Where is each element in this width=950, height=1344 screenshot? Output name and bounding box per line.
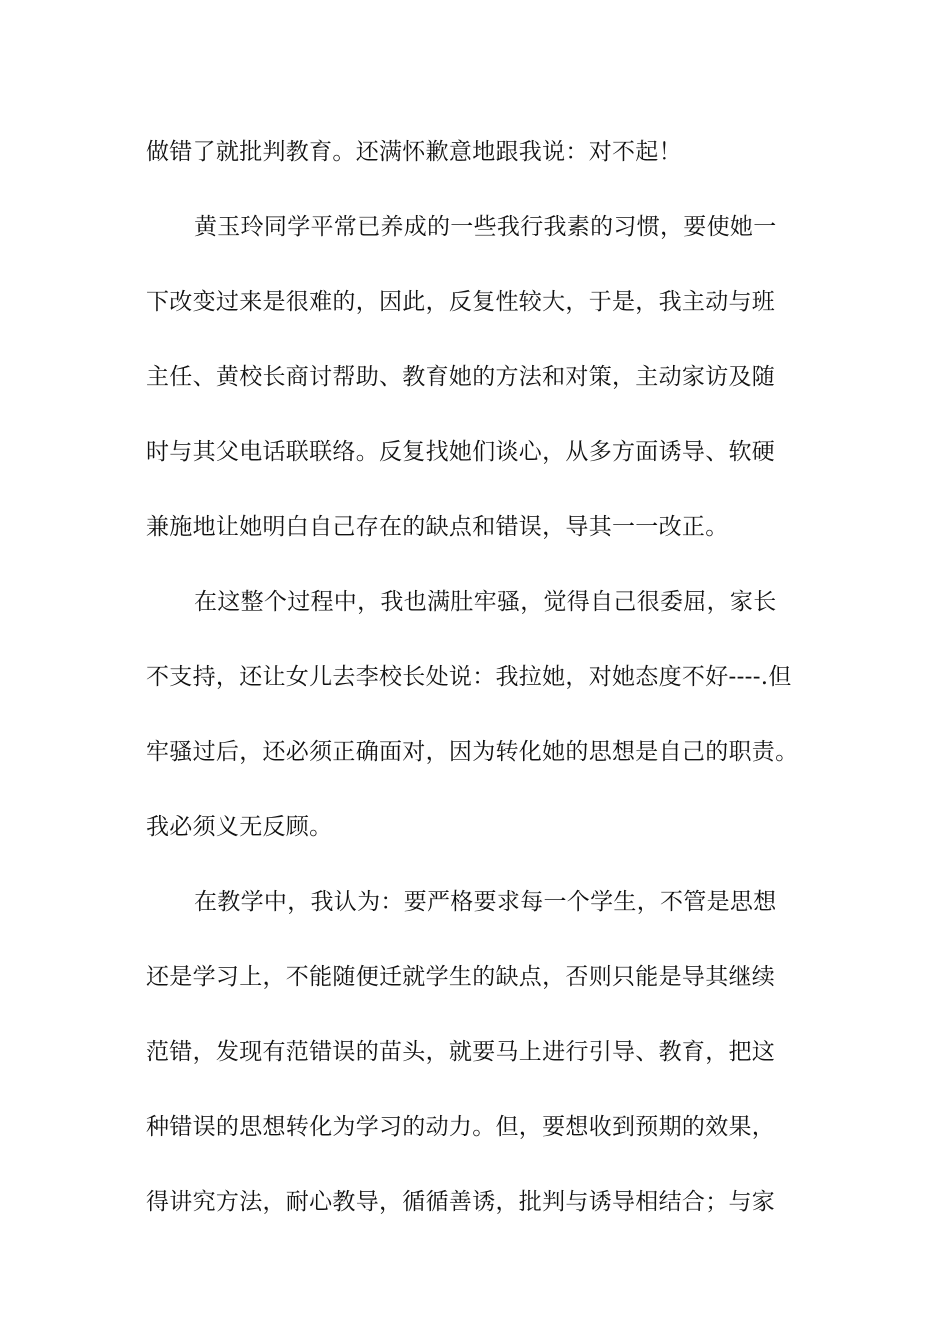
text-line: 主任、黄校长商讨帮助、教育她的方法和对策，主动家访及随 [146,364,776,390]
text-line: 种错误的思想转化为学习的动力。但，要想收到预期的效果， [146,1114,776,1140]
paragraph-first-line: 在教学中，我认为：要严格要求每一个学生，不管是思想 [194,889,777,915]
text-line: 我必须义无反顾。 [146,814,333,840]
text-line: 还是学习上，不能随便迁就学生的缺点，否则只能是导其继续 [146,964,776,990]
text-line: 不支持，还让女儿去李校长处说：我拉她，对她态度不好----.但 [146,664,792,690]
text-line: 牢骚过后，还必须正确面对，因为转化她的思想是自己的职责。 [146,739,799,765]
paragraph-first-line: 黄玉玲同学平常已养成的一些我行我素的习惯，要使她一 [194,214,777,240]
text-line: 下改变过来是很难的，因此，反复性较大，于是，我主动与班 [146,289,776,315]
text-line: 兼施地让她明白自己存在的缺点和错误，导其一一改正。 [146,514,729,540]
text-line: 做错了就批判教育。还满怀歉意地跟我说：对不起！ [146,139,682,165]
text-line: 得讲究方法，耐心教导，循循善诱，批判与诱导相结合；与家 [146,1189,776,1215]
text-line: 范错，发现有范错误的苗头，就要马上进行引导、教育，把这 [146,1039,776,1065]
text-line: 时与其父电话联联络。反复找她们谈心，从多方面诱导、软硬 [146,439,776,465]
paragraph-first-line: 在这整个过程中，我也满肚牢骚，觉得自己很委屈，家长 [194,589,777,615]
